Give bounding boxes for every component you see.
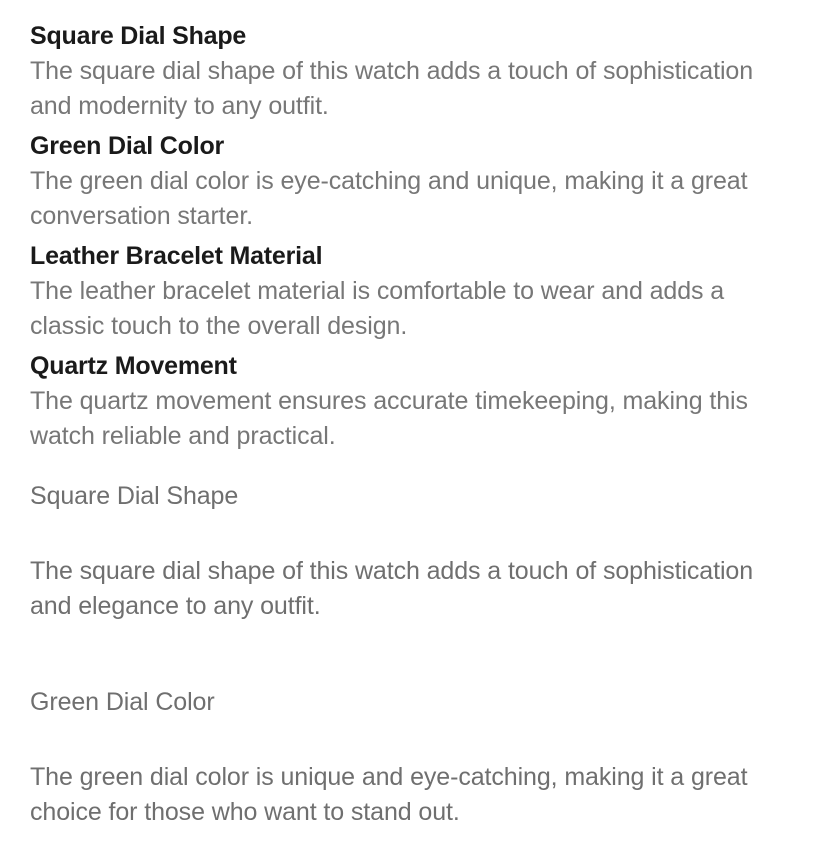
feature-description: The leather bracelet material is comfortable to wear and adds a classic touch to the overall design. (30, 277, 725, 340)
feature-item (30, 18, 798, 124)
feature-description: The quartz movement ensures accurate timekeeping, making this watch reliable and practical. (30, 387, 748, 450)
plain-section-title: Green Dial Color (30, 688, 215, 716)
plain-section-description: The square dial shape of this watch adds a touch of sophistication and elegance to any outfit. (30, 557, 754, 620)
feature-item (30, 238, 798, 344)
feature-title: Green Dial Color (30, 132, 225, 160)
feature-item (30, 348, 798, 454)
feature-description: The green dial color is eye-catching and unique, making it a great conversation starter. (30, 167, 748, 230)
feature-title: Quartz Movement (30, 352, 237, 380)
plain-section (30, 478, 798, 624)
feature-description: The square dial shape of this watch adds a touch of sophistication and modernity to any outfit. (30, 57, 754, 120)
plain-section-title: Square Dial Shape (30, 482, 239, 510)
feature-title: Leather Bracelet Material (30, 242, 323, 270)
feature-title: Square Dial Shape (30, 22, 247, 50)
section-spacer (30, 624, 798, 660)
feature-item (30, 128, 798, 234)
plain-section-description: The green dial color is unique and eye-catching, making it a great choice for those who want to stand out. (30, 763, 748, 826)
plain-section (30, 684, 798, 830)
